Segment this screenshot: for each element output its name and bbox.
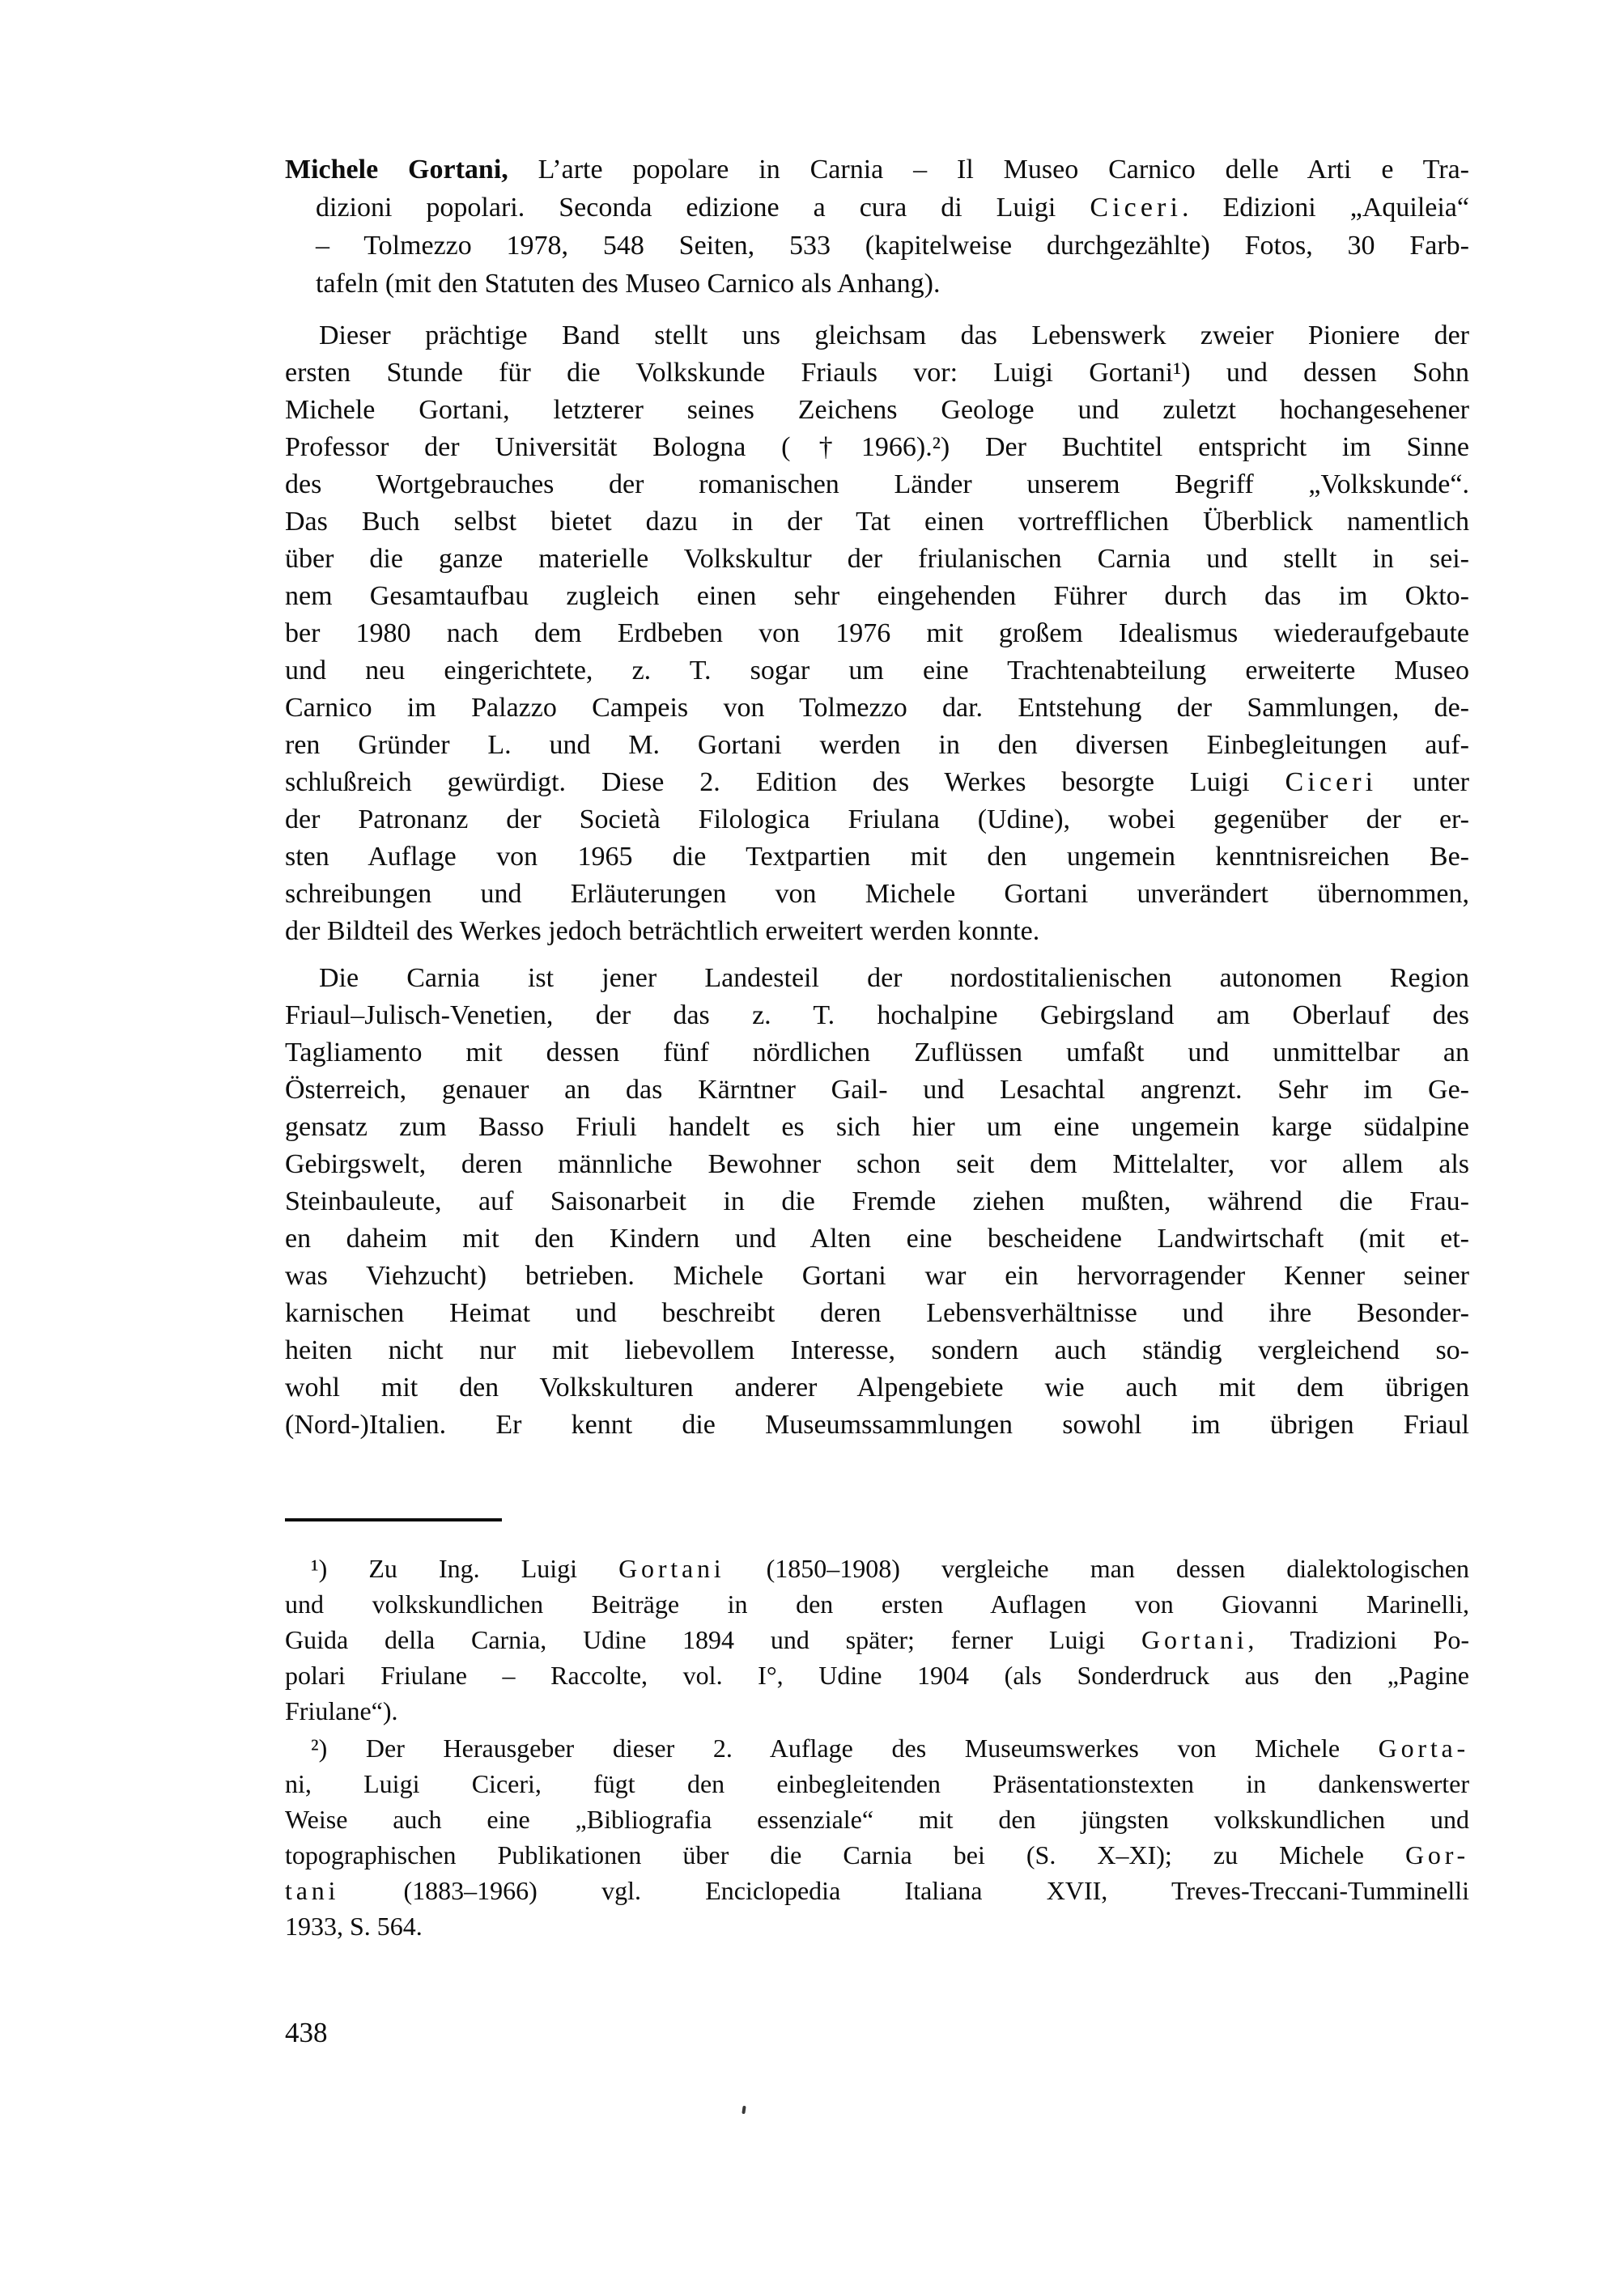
text-line: tani (1883–1966) vgl. Enciclopedia Italiana XVII, Treves-Treccani-Tumminelli <box>285 1876 1469 1905</box>
text-line: heiten nicht nur mit liebevollem Interesse, sondern auch ständig vergleichend so- <box>285 1335 1469 1365</box>
text-line: Friaul–Julisch-Venetien, der das z. T. hochalpine Gebirgsland am Oberlauf des <box>285 1000 1469 1030</box>
text-line: – Tolmezzo 1978, 548 Seiten, 533 (kapitelweise durchgezählte) Fotos, 30 Farb- <box>316 231 1469 261</box>
page-number: 438 <box>285 2017 328 2048</box>
text-line: ni, Luigi Ciceri, fügt den einbegleitenden Präsentationstexten in dankenswerter <box>285 1769 1469 1798</box>
text-line: der Bildteil des Werkes jedoch beträchtlich erweitert werden konnte. <box>285 916 1040 946</box>
text-line: sten Auflage von 1965 die Textpartien mit den ungemein kenntnisreichen Be- <box>285 842 1469 872</box>
text-line: nem Gesamtaufbau zugleich einen sehr eingehenden Führer durch das im Okto- <box>285 581 1469 611</box>
text-line: Die Carnia ist jener Landesteil der nordostitalienischen autonomen Region <box>319 963 1469 993</box>
footnote-separator-rule <box>285 1518 502 1521</box>
text-line: Weise auch eine „Bibliografia essenziale“ mit den jüngsten volkskundlichen und <box>285 1805 1469 1834</box>
body-paragraph-1 <box>285 317 1469 950</box>
text-line: Tagliamento mit dessen fünf nördlichen Zuflüssen umfaßt und unmittelbar an <box>285 1038 1469 1067</box>
text-line: Professor der Universität Bologna (†1966).²) Der Buchtitel entspricht im Sinne <box>285 432 1469 462</box>
citation-heading <box>285 151 1469 303</box>
text-line: und neu eingerichtete, z. T. sogar um eine Trachtenabteilung erweiterte Museo <box>285 656 1469 685</box>
text-line: Gebirgswelt, deren männliche Bewohner schon seit dem Mittelalter, vor allem als <box>285 1149 1469 1179</box>
text-line: Dieser prächtige Band stellt uns gleichsam das Lebenswerk zweier Pioniere der <box>319 320 1469 350</box>
text-line: gensatz zum Basso Friuli handelt es sich hier um eine ungemein karge südalpine <box>285 1112 1469 1142</box>
text-line: tafeln (mit den Statuten des Museo Carnico als Anhang). <box>316 269 941 299</box>
text-line: (Nord-)Italien. Er kennt die Museumssammlungen sowohl im übrigen Friaul <box>285 1410 1469 1440</box>
text-line: ren Gründer L. und M. Gortani werden in den diversen Einbegleitungen auf- <box>285 730 1469 760</box>
text-line: über die ganze materielle Volkskultur der friulanischen Carnia und stellt in sei- <box>285 544 1469 574</box>
text-line: polari Friulane – Raccolte, vol. I°, Udine 1904 (als Sonderdruck aus den „Pagine <box>285 1661 1469 1690</box>
body-paragraph-2 <box>285 960 1469 1444</box>
text-line: Michele Gortani, letzterer seines Zeichens Geologe und zuletzt hochangesehener <box>285 395 1469 425</box>
text-line: Das Buch selbst bietet dazu in der Tat einen vortrefflichen Überblick namentlich <box>285 507 1469 537</box>
text-line: 1933, S. 564. <box>285 1912 423 1941</box>
footnote-2 <box>285 1730 1469 1944</box>
text-line: en daheim mit den Kindern und Alten eine bescheidene Landwirtschaft (mit et- <box>285 1224 1469 1254</box>
scan-artifact-dot <box>742 2106 746 2114</box>
text-line: Österreich, genauer an das Kärntner Gail- und Lesachtal angrenzt. Sehr im Ge- <box>285 1075 1469 1105</box>
text-line: karnischen Heimat und beschreibt deren Lebensverhältnisse und ihre Besonder- <box>285 1298 1469 1328</box>
text-line: ²) Der Herausgeber dieser 2. Auflage des Museumswerkes von Michele Gorta- <box>311 1734 1469 1763</box>
text-line: ber 1980 nach dem Erdbeben von 1976 mit großem Idealismus wiederaufgebaute <box>285 618 1469 648</box>
text-line: ¹) Zu Ing. Luigi Gortani (1850–1908) vergleiche man dessen dialektologischen <box>311 1554 1470 1583</box>
text-line: des Wortgebrauches der romanischen Länder unserem Begriff „Volkskunde“. <box>285 469 1469 499</box>
text-line: was Viehzucht) betrieben. Michele Gortani war ein hervorragender Kenner seiner <box>285 1261 1469 1291</box>
text-line: Guida della Carnia, Udine 1894 und später; ferner Luigi Gortani, Tradizioni Po- <box>285 1625 1470 1654</box>
text-line: topographischen Publikationen über die Carnia bei (S. X–XI); zu Michele Gor- <box>285 1840 1469 1869</box>
text-line: dizioni popolari. Seconda edizione a cura di Luigi Ciceri. Edizioni „Aquileia“ <box>316 193 1469 223</box>
text-line: und volkskundlichen Beiträge in den ersten Auflagen von Giovanni Marinelli, <box>285 1589 1469 1619</box>
text-line: schreibungen und Erläuterungen von Michele Gortani unverändert übernommen, <box>285 879 1469 909</box>
text-line: der Patronanz der Società Filologica Friulana (Udine), wobei gegenüber der er- <box>285 804 1469 834</box>
text-line: ersten Stunde für die Volkskunde Friauls vor: Luigi Gortani¹) und dessen Sohn <box>285 358 1469 388</box>
text-line: schlußreich gewürdigt. Diese 2. Edition des Werkes besorgte Luigi Ciceri unter <box>285 767 1470 797</box>
text-line: wohl mit den Volkskulturen anderer Alpengebiete wie auch mit dem übrigen <box>285 1373 1469 1403</box>
text-line: Michele Gortani, L’arte popolare in Carnia – Il Museo Carnico delle Arti e Tra- <box>285 155 1469 185</box>
footnote-1 <box>285 1551 1469 1729</box>
text-line: Carnico im Palazzo Campeis von Tolmezzo dar. Entstehung der Sammlungen, de- <box>285 693 1469 723</box>
text-line: Friulane“). <box>285 1696 398 1725</box>
text-line: Steinbauleute, auf Saisonarbeit in die Fremde ziehen mußten, während die Frau- <box>285 1186 1469 1216</box>
